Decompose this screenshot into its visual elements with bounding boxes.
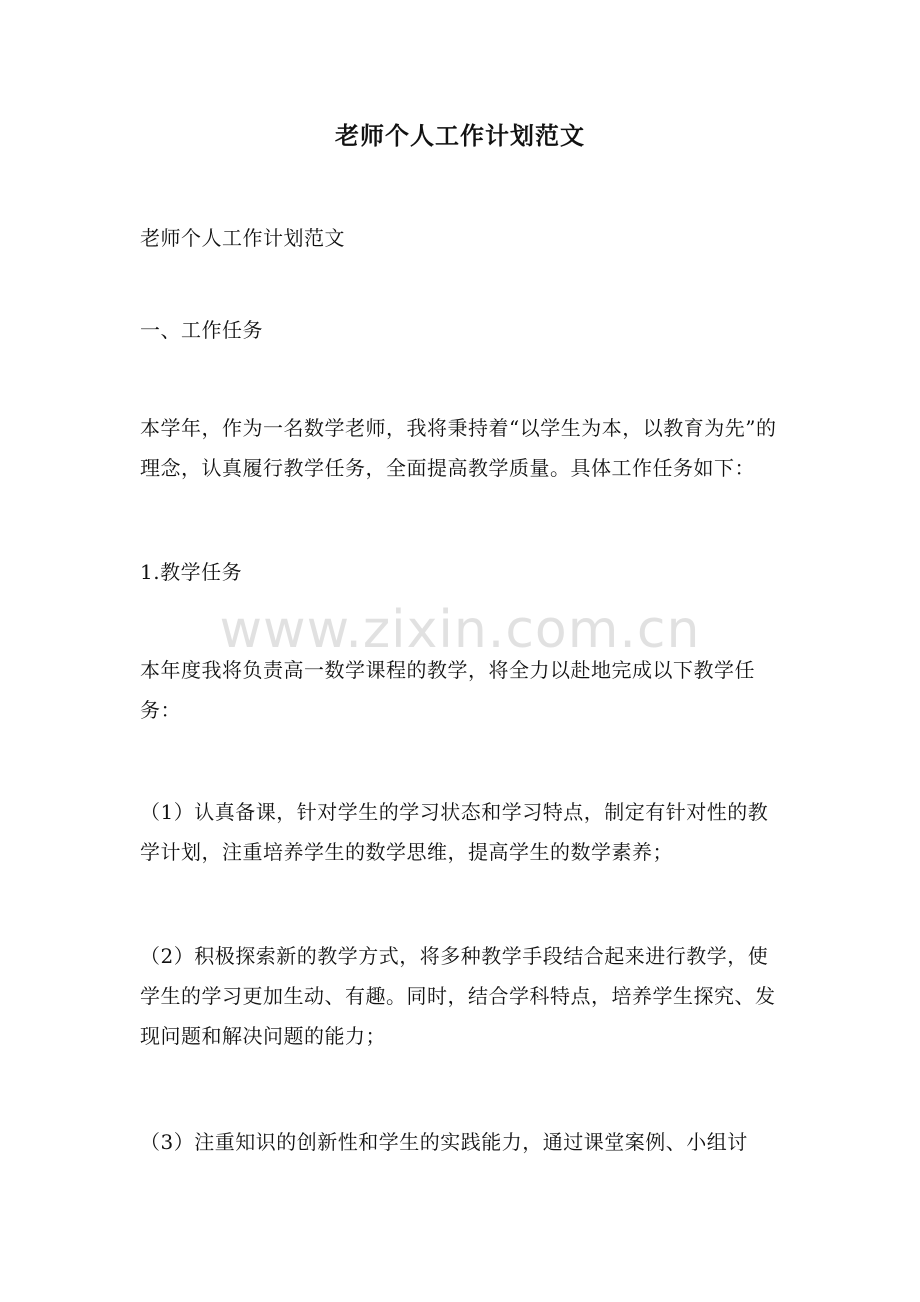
task-item-2: （2）积极探索新的教学方式，将多种教学手段结合起来进行教学，使学生的学习更加生动、有趣。同时，结合学科特点，培养学生探究、发现问题和解决问题的能力； [140,944,776,1048]
document-subtitle: 老师个人工作计划范文 [140,226,345,250]
paragraph-teaching-tasks: 本年度我将负责高一数学课程的教学，将全力以赴地完成以下教学任务： [140,658,755,722]
item-heading-teaching-tasks: 1.教学任务 [140,560,243,584]
task-item-3: （3）注重知识的创新性和学生的实践能力，通过课堂案例、小组讨 [140,1130,748,1154]
watermark: www.zixin.com.cn [219,600,701,660]
section-heading-work-tasks: 一、工作任务 [140,318,263,342]
document-title: 老师个人工作计划范文 [335,121,585,150]
task-item-1: （1）认真备课，针对学生的学习状态和学习特点，制定有针对性的教学计划，注重培养学生的数学思维，提高学生的数学素养； [140,800,769,864]
paragraph-intro: 本学年，作为一名数学老师，我将秉持着“以学生为本，以教育为先”的理念，认真履行教学任务，全面提高教学质量。具体工作任务如下： [140,416,777,480]
